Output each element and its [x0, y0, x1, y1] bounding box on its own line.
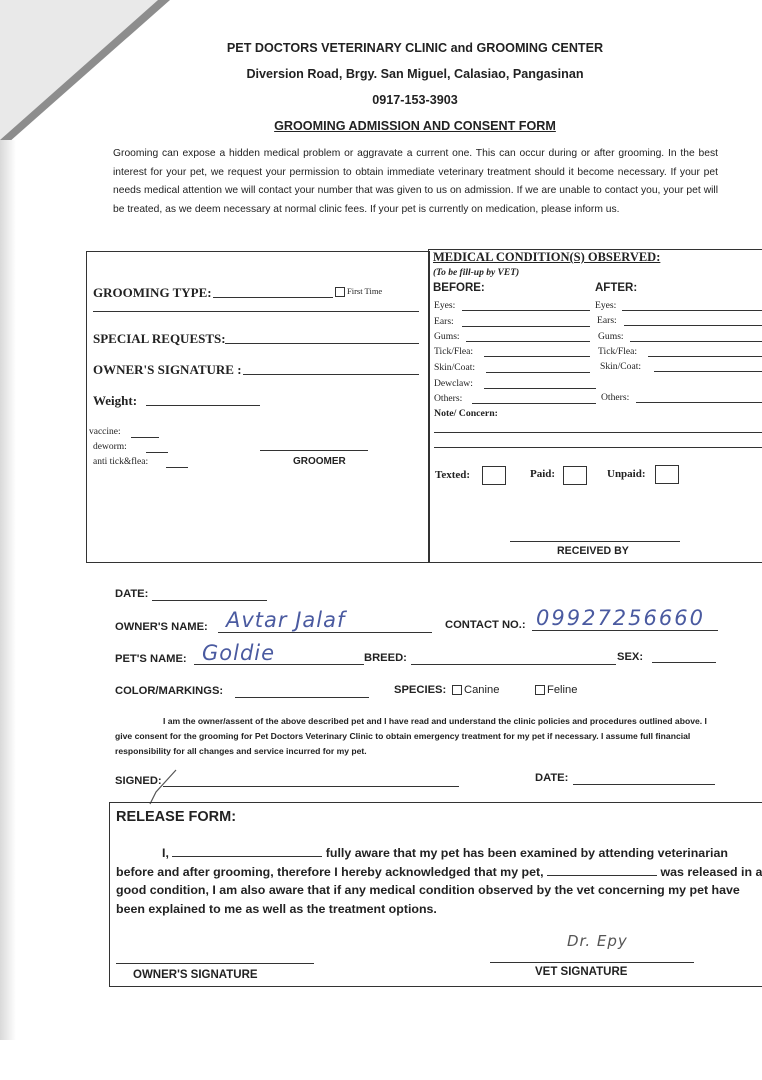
special-requests-line[interactable]	[225, 343, 419, 344]
before-gums-line[interactable]	[466, 341, 590, 342]
before-eyes-line[interactable]	[462, 310, 590, 311]
owners-signature-label: OWNER'S SIGNATURE :	[93, 362, 242, 377]
canine-option[interactable]	[452, 684, 499, 696]
note-line-2[interactable]	[434, 447, 762, 448]
before-skin-label: Skin/Coat:	[434, 362, 476, 373]
first-time-option[interactable]	[335, 286, 382, 297]
sex-label: SEX:	[617, 651, 644, 663]
before-gums-label: Gums:	[434, 331, 460, 342]
owners-name-line[interactable]	[218, 632, 432, 633]
vet-signature-label: VET SIGNATURE	[535, 966, 628, 978]
after-others-line[interactable]	[636, 402, 762, 403]
signed-label: SIGNED:	[115, 775, 162, 787]
before-ears-line[interactable]	[462, 326, 590, 327]
first-time-label: First Time	[347, 286, 383, 296]
contact-label: CONTACT NO.:	[445, 619, 526, 631]
clinic-address: Diversion Road, Brgy. San Miguel, Calasiao, Pangasinan	[246, 67, 584, 81]
canine-checkbox[interactable]	[452, 685, 462, 695]
date-label: DATE:	[115, 588, 149, 600]
species-label: SPECIES:	[394, 684, 447, 696]
color-markings-line[interactable]	[235, 697, 369, 698]
grooming-type-line[interactable]	[213, 297, 333, 298]
feline-option[interactable]	[535, 684, 577, 696]
after-skin-label: Skin/Coat:	[600, 361, 642, 372]
before-label: BEFORE:	[433, 282, 485, 294]
feline-label: Feline	[547, 684, 578, 696]
vaccine-label: vaccine:	[89, 427, 121, 437]
grooming-type-line-2[interactable]	[93, 311, 419, 312]
deworm-line[interactable]	[146, 452, 168, 453]
release-pet-name-blank[interactable]	[547, 865, 657, 876]
owners-name-value[interactable]: Avtar Jalaf	[226, 608, 346, 632]
owners-signature-line[interactable]	[243, 374, 419, 375]
after-others-label: Others:	[601, 392, 630, 403]
release-text-2: fully aware that my pet has been examined by attending veterinarian before and after grooming, therefore I hereby acknowledged that my pet,	[116, 846, 728, 879]
release-owner-signature-label: OWNER'S SIGNATURE	[133, 969, 258, 981]
groomer-label: GROOMER	[293, 456, 346, 467]
after-tick-line[interactable]	[648, 356, 762, 357]
received-by-line[interactable]	[510, 541, 680, 542]
after-gums-label: Gums:	[598, 331, 624, 342]
texted-label: Texted:	[435, 469, 471, 481]
medical-title: MEDICAL CONDITION(S) OBSERVED:	[433, 250, 661, 264]
special-requests-label: SPECIAL REQUESTS:	[93, 331, 226, 346]
date2-label: DATE:	[535, 772, 569, 784]
before-others-label: Others:	[434, 393, 463, 404]
vet-signature-line[interactable]	[490, 962, 694, 963]
after-tick-label: Tick/Flea:	[598, 346, 638, 357]
first-time-checkbox[interactable]	[335, 287, 345, 297]
before-ears-label: Ears:	[434, 316, 454, 327]
after-gums-line[interactable]	[630, 341, 762, 342]
weight-line[interactable]	[146, 405, 260, 406]
before-dewclaw-line[interactable]	[484, 388, 596, 389]
vet-signature-value: Dr. Epy	[567, 932, 628, 950]
canine-label: Canine	[464, 684, 500, 696]
after-skin-line[interactable]	[654, 371, 762, 372]
before-skin-line[interactable]	[486, 372, 590, 373]
after-eyes-line[interactable]	[622, 310, 762, 311]
release-owner-signature-line[interactable]	[116, 963, 314, 964]
contact-line[interactable]	[532, 630, 718, 631]
after-ears-line[interactable]	[624, 325, 762, 326]
before-others-line[interactable]	[472, 403, 596, 404]
color-markings-label: COLOR/MARKINGS:	[115, 685, 224, 697]
breed-line[interactable]	[411, 664, 616, 665]
unpaid-label: Unpaid:	[607, 468, 646, 480]
before-dewclaw-label: Dewclaw:	[434, 378, 473, 389]
medical-box	[428, 249, 762, 563]
feline-checkbox[interactable]	[535, 685, 545, 695]
medical-subtitle: (To be fill-up by VET)	[433, 268, 520, 278]
release-text-1: I,	[162, 846, 169, 860]
vaccine-line[interactable]	[131, 437, 159, 438]
scan-edge-shadow	[0, 140, 16, 1040]
contact-value[interactable]: 09927256660	[536, 606, 705, 630]
received-by-label: RECEIVED BY	[557, 545, 629, 557]
signed-line[interactable]	[163, 786, 459, 787]
pets-name-label: PET'S NAME:	[115, 653, 187, 665]
date-line[interactable]	[152, 600, 267, 601]
note-line-1[interactable]	[434, 432, 762, 433]
pets-name-value[interactable]: Goldie	[202, 641, 276, 665]
groomer-signature-line[interactable]	[260, 450, 368, 451]
deworm-label: deworm:	[93, 442, 127, 452]
paid-label: Paid:	[530, 468, 556, 480]
unpaid-checkbox[interactable]	[655, 465, 679, 484]
consent-paragraph: I am the owner/assent of the above described pet and I have read and understand the clinic policies and procedures outlined above. I give consent for the grooming for Pet Doctors Veterinary Clinic to obtain emergency treatment for my pet if necessary. I assume full financial responsibility for all changes and service incurred for my pet.	[115, 716, 707, 756]
release-form-title: RELEASE FORM:	[116, 809, 237, 825]
before-tick-label: Tick/Flea:	[434, 346, 474, 357]
before-eyes-label: Eyes:	[434, 300, 456, 311]
release-paragraph	[116, 844, 762, 918]
form-title: GROOMING ADMISSION AND CONSENT FORM	[274, 119, 556, 133]
weight-label: Weight:	[93, 393, 138, 408]
owners-name-label: OWNER'S NAME:	[115, 621, 208, 633]
texted-checkbox[interactable]	[482, 466, 506, 485]
after-eyes-label: Eyes:	[595, 300, 617, 311]
clinic-name: PET DOCTORS VETERINARY CLINIC and GROOMING CENTER	[226, 41, 604, 55]
grooming-type-label: GROOMING TYPE:	[93, 285, 212, 300]
note-label: Note/ Concern:	[434, 408, 498, 419]
clinic-phone: 0917-153-3903	[372, 93, 458, 107]
intro-paragraph: Grooming can expose a hidden medical problem or aggravate a current one. This can occur during or after grooming. In the best interest for your pet, we request your permission to obtain immediate veterinary treatment should it become necessary. If your pet needs medical attention we will contact your number that was given to us on admission. If we are unable to contact you, your pet will be treated, as we deem necessary at normal clinic fees. If your pet is currently on medication, please inform us.	[113, 148, 718, 215]
before-tick-line[interactable]	[484, 356, 590, 357]
date2-line[interactable]	[573, 784, 715, 785]
paid-checkbox[interactable]	[563, 466, 587, 485]
release-text-3: was released in a good condition, I am also aware that if any medical condition observed by the vet concerning my pet have been explained to me as well as the treatment options.	[116, 864, 762, 916]
breed-label: BREED:	[364, 652, 407, 664]
release-owner-name-blank[interactable]	[172, 846, 322, 857]
after-label: AFTER:	[595, 282, 638, 294]
after-ears-label: Ears:	[597, 315, 617, 326]
sex-line[interactable]	[652, 662, 716, 663]
anti-tick-label: anti tick&flea:	[93, 457, 149, 467]
anti-tick-line[interactable]	[166, 467, 188, 468]
